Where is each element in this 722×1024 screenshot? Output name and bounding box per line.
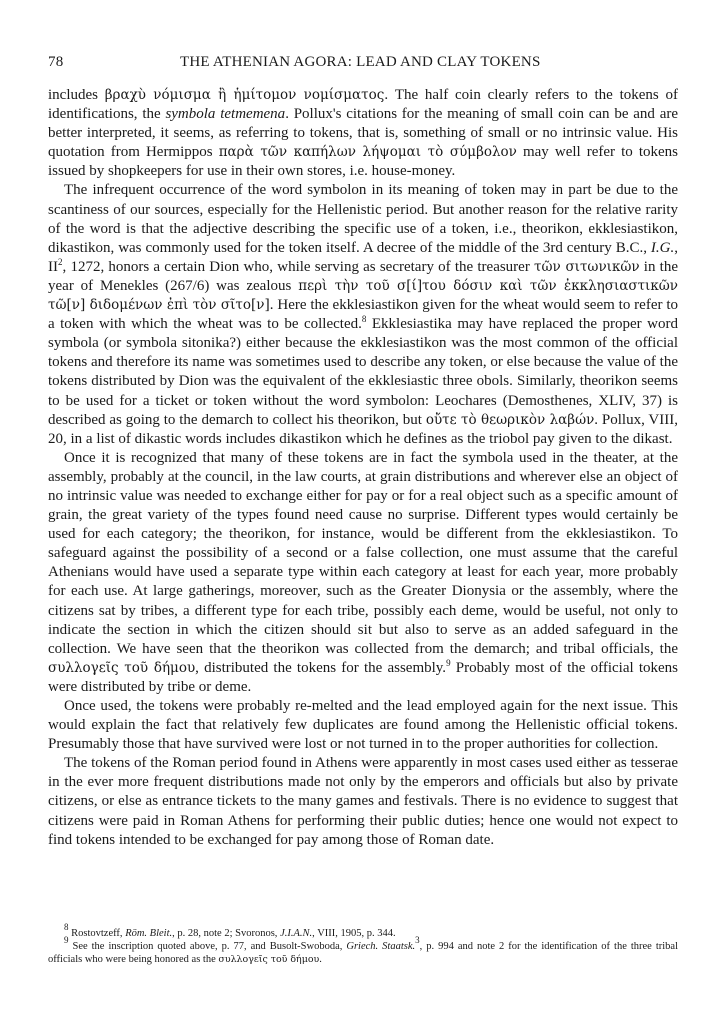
paragraph-5 — [48, 754, 678, 849]
greek-text: συλλογεῖς τοῦ δήμου — [218, 954, 320, 965]
text-run: Ekklesiastika may have replaced the proper word symbola (or symbola sitonika?) either because the ekklesiastikon was the most common of the official tokens and therefore its name was sometimes used to describe any token, or else because the value of the tokens distributed by Dion was the equivalent of the ekklesiastic three obols. Similarly, theorikon seems to be used for a ticket or token without the word symbolon: Leochares (Demosthenes, XLIV, 37) is described as going to the demarch to collect his theorikon, but — [48, 316, 678, 428]
paragraph-4 — [48, 697, 678, 754]
italic-text: Röm. Bleit. — [125, 928, 173, 939]
greek-text: συλλογεῖς τοῦ δήμου — [48, 659, 196, 676]
text-run: . The half coin clearly refers to the tokens of identifications, the — [48, 87, 678, 123]
greek-text: οὔτε τὸ θεωρικὸν λαβών — [425, 411, 595, 428]
superscript: 3 — [415, 935, 420, 945]
footnote-9 — [48, 935, 678, 966]
text-run: . Here the ekklesiastikon given for the wheat would seem to refer to a token with which the wheat was to be collected. — [48, 297, 678, 333]
superscript: 8 — [64, 922, 69, 932]
text-run: , 1272, honors a certain Dion who, while serving as secretary of the treasurer — [62, 258, 535, 275]
text-run: . Pollux, VIII, 20, in a list of dikastic words includes dikastikon which he defines as the triobol pay given to the dikast. — [48, 411, 678, 447]
italic-text: I.G. — [650, 239, 675, 256]
text-run: , p. 994 and note 2 for the identification of the three tribal officials who were being honored as the — [48, 941, 678, 965]
footnotes — [48, 922, 678, 966]
greek-text: περὶ τὴν τοῦ σ[ί]του δόσιν καὶ τῶν ἐκκλησιαστικῶν τῶ[ν] διδομένων ἐπὶ τὸν σῖτο[ν] — [48, 277, 678, 314]
text-run: , II — [48, 239, 678, 275]
footnote-8 — [48, 922, 678, 940]
superscript: 9 — [446, 657, 451, 668]
text-run: Probably most of the official tokens were distributed by tribe or deme. — [48, 659, 678, 695]
text-run: The tokens of the Roman period found in Athens were apparently in most cases used either as tesserae in the ever more frequent distributions made not only by the emperors and officials but also by private citizens, or else as entrance tickets to the many games and festivals. There is no evidence to suggest that citizens were paid in Roman Athens for performing their public duties; hence one would not expect to find tokens intended to be exchanged for pay among those of Roman date. — [48, 755, 678, 848]
italic-text: Griech. Staatsk. — [346, 941, 416, 952]
italic-text: J.I.A.N. — [280, 928, 313, 939]
text-run: , VIII, 1905, p. 344. — [312, 928, 396, 939]
text-run: , distributed the tokens for the assembly. — [195, 659, 447, 676]
text-run: includes — [48, 87, 105, 103]
text-run: Once used, the tokens were probably re-melted and the lead employed again for the next issue. This would explain the fact that relatively few duplicates are found among the Hellenistic official tokens. Presumably those that have survived were lost or not turned in to the proper authorities for collection. — [48, 698, 678, 753]
paragraph-3 — [48, 449, 678, 697]
page-header — [48, 54, 678, 76]
text-run: in the year of Menekles (267/6) was zealous — [48, 258, 678, 294]
running-head: THE ATHENIAN AGORA: LEAD AND CLAY TOKENS — [180, 54, 541, 70]
text-run: The infrequent occurrence of the word symbolon in its meaning of token may in part be due to the scantiness of our sources, especially for the Hellenistic period. But another reason for the relative rarity of the word is that the adjective describing the specific use of a token, i.e., theorikon, ekklesiastikon, dikastikon, was commonly used for the token itself. A decree of the middle of the 3rd century B.C., — [48, 182, 678, 256]
text-run: See the inscription quoted above, p. 77, and Busolt-Swoboda, — [68, 941, 347, 952]
text-run: , p. 28, note 2; Svoronos, — [172, 928, 281, 939]
superscript: 8 — [361, 314, 367, 325]
body-text — [48, 86, 678, 850]
text-run: . — [319, 954, 322, 965]
text-run: Once it is recognized that many of these tokens are in fact the symbola used in the theater, at the assembly, probably at the council, in the law courts, at grain distributions and wherever else an object of no intrinsic value was needed to exchange either for pay or for a real object such as a specific amount of grain, the great variety of the types found need cause no surprise. Different types would certainly be used for each category; the theorikon, for instance, would be different from the ekklesiastikon. To safeguard against the possibility of a second or a false collection, one must assume that the careful Athenians would have used a separate type within each category at least for each year, more probably for each use. At large gatherings, moreover, such as the Greater Dionysia or the assembly, where the citizens sat by tribes, a different type for each tribe, possibly each deme, would be useful, not only to indicate the section in which the citizen should sit but also to serve as an added safeguard in the collection. We have seen that the theorikon was collected from the demarch; and tribal officials, the — [48, 449, 678, 657]
paragraph-2 — [48, 181, 678, 448]
italic-text: symbola tetmemena — [165, 106, 286, 123]
text-run: Rostovtzeff, — [68, 928, 126, 939]
greek-text: βραχὺ νόμισμα ἢ ἡμίτομον νομίσματος — [104, 87, 385, 103]
superscript: 2 — [58, 256, 63, 267]
page-number: 78 — [48, 54, 64, 70]
text-run: . Pollux's citations for the meaning of small coin can be and are better interpreted, it seems, as referring to tokens, that is, something of small or no intrinsic value. His quotation from Hermippos — [48, 106, 679, 161]
text-run: may well refer to tokens issued by shopkeepers for use in their own stores, i.e. house-money. — [48, 144, 679, 180]
superscript: 9 — [64, 935, 69, 945]
greek-text: τῶν σιτωνικῶν — [534, 258, 640, 275]
paragraph-1 — [48, 86, 678, 181]
greek-text: παρὰ τῶν καπήλων λήψομαι τὸ σύμβολον — [218, 144, 517, 161]
